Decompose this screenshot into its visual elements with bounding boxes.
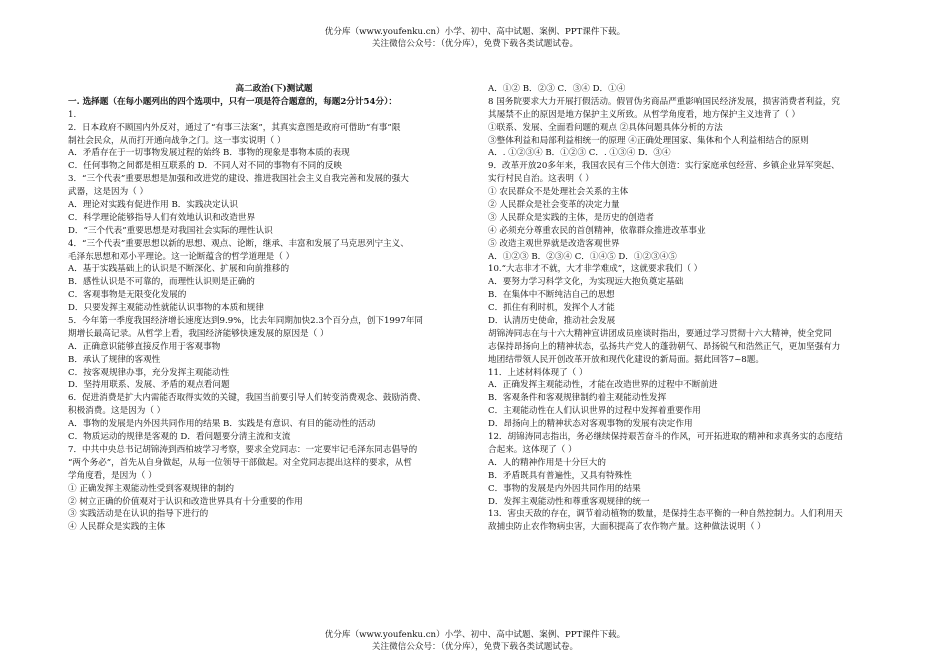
right-column-line: 合起来。这体现了（ ）: [488, 444, 577, 455]
left-column-line: ① 正确发挥主观能动性受到客观规律的制约: [68, 483, 235, 494]
left-column-line: A．事物的发展是内外因共同作用的结果 B．实践是有意识、有目的能动性的活动: [68, 419, 376, 430]
right-column-line: B．在集体中不断纯洁自己的思想: [488, 290, 615, 301]
right-column-line: 12．胡锦涛同志指出，务必继续保持艰苦奋斗的作风，可开拓进取的精神和求真务实的态度结: [488, 432, 843, 443]
right-column-line: ④ 必须充分尊重农民的首创精神，依靠群众推进改革事业: [488, 225, 706, 236]
left-column-line: B．承认了规律的客观性: [68, 354, 161, 365]
left-column-line: C．按客观规律办事，充分发挥主观能动性: [68, 367, 230, 378]
right-column-line: ② 人民群众是社会变革的决定力量: [488, 200, 620, 211]
left-column-line: 7．中共中央总书记胡锦涛到西柏坡学习考察，要求全党同志：一定要牢记毛泽东同志倡导的: [68, 444, 418, 455]
left-column-line: A．矛盾存在于一切事物发展过程的始终 B．事物的现象是事物本质的表现: [68, 148, 350, 159]
page-header: [0, 27, 950, 50]
right-column-line: 9．改革开放20多年来，我国农民有三个伟大创造：实行家庭承包经营、乡镇企业异军突起、: [488, 161, 840, 172]
right-column-line: B．矛盾既具有普遍性，又具有特殊性: [488, 470, 632, 481]
right-column-line: A．①② B．②③ C．③④ D．①④: [488, 84, 626, 94]
right-column-line: B．客观条件和客观规律制约着主观能动性发挥: [488, 393, 667, 404]
right-column-line: C．抓住有利时机，发挥个人才能: [488, 303, 615, 314]
right-column-line: 志保持昂扬向上的精神状态，弘扬共产党人的蓬勃朝气、昂扬锐气和浩然正气，更加坚强有力: [488, 341, 841, 352]
left-column-line: 2．日本政府不顾国内外反对，通过了“有事三法案”，其真实意图是政府可借助“有事”限: [68, 122, 401, 133]
right-column: [488, 83, 888, 534]
right-column-line: 地团结带领人民开创改革开放和现代化建设的新局面。据此回答7~8题。: [488, 354, 764, 365]
left-column: [68, 83, 480, 534]
right-column-line: D．昂扬向上的精神状态对客观事物的发展有决定作用: [488, 419, 693, 430]
left-column-line: A．基于实践基础上的认识是不断深化、扩展和向前推移的: [68, 264, 290, 275]
right-column-line: 实行村民自治。这表明（ ）: [488, 174, 594, 185]
left-column-line: B．感性认识是不可靠的，而理性认识则是正确的: [68, 277, 255, 288]
left-column-line: 1.: [68, 109, 77, 120]
left-column-line: 毛泽东思想和邓小平理论。这一论断蕴含的哲学道理是（ ）: [68, 251, 295, 262]
left-column-line: ④ 人民群众是实践的主体: [68, 522, 166, 533]
left-column-line: 4．“三个代表”重要思想以新的思想、观点、论断，继承、丰富和发展了马克思列宁主义、: [68, 238, 409, 249]
left-column-line: D．坚持用联系、发展、矛盾的观点看问题: [68, 380, 230, 391]
right-column-line: A．①②③ B．②③④ C．①④⑤ D．①②③④⑤: [488, 251, 677, 262]
left-column-line: 学角度看，是因为（ ）: [68, 470, 157, 481]
right-column-line: A．人的精神作用是十分巨大的: [488, 457, 606, 468]
right-column-line: ③ 人民群众是实践的主体，是历史的创造者: [488, 212, 655, 223]
left-column-line: “两个务必”，首先从自身做起，从每一位领导干部做起。对全党同志提出这样的要求，从哲: [68, 457, 412, 468]
right-column-line: 13．害虫天敌的存在，调节着动植物的数量，是保持生态平衡的一种自然控制力。人们利用天: [488, 509, 843, 520]
left-column-line: C．科学理论能够指导人们有效地认识和改造世界: [68, 212, 256, 223]
left-column-line: D．只要发挥主观能动性就能认识事物的本质和规律: [68, 303, 264, 314]
left-column-line: A．正确意识能够直接反作用于客观事物: [68, 341, 221, 352]
right-column-line: 8 国务院要求大力开展打假活动。假冒伪劣商品严重影响国民经济发展，损害消费者利益，究: [488, 96, 840, 107]
left-column-line: 一. 选择题（在每小题列出的四个选项中，只有一项是符合题意的，每题2分计54分）：: [68, 96, 397, 107]
left-column-line: 武器，这是因为（ ）: [68, 187, 149, 198]
right-column-line: 胡锦涛同志在与十六大精神宣讲团成员座谈时指出，要通过学习贯彻十六大精神，使全党同: [488, 328, 832, 339]
footer-line-1: 优分库（www.youfenku.cn）小学、初中、高中试题、案例、PPT课件下载。: [324, 630, 626, 640]
right-column-line: 其屡禁不止的原因是地方保护主义所致。从哲学角度看，地方保护主义违背了（ ）: [488, 109, 801, 120]
right-column-line: A．. ①②③④ B．①②③ C．. ①③④ D．③④: [488, 148, 671, 159]
header-line-2: 关注微信公众号：（优分库），免费下载各类试题试卷。: [371, 38, 579, 49]
left-column-line: 期增长最高记录。从哲学上看，我国经济能够快速发展的原因是（ ）: [68, 328, 329, 339]
left-column-line: C．客观事物是无限变化发展的: [68, 290, 187, 301]
left-column-line: A．理论对实践有促进作用 B．实践决定认识: [68, 200, 238, 211]
left-column-line: 制社会民众，从而打开通向战争之门。这一事实说明（ ）: [68, 135, 286, 146]
right-column-line: 敌捕虫防止农作物病虫害，大面积提高了农作物产量。这种做法说明（ ）: [488, 522, 766, 533]
right-column-line: A．要努力学习科学文化，为实现远大抱负奠定基础: [488, 277, 684, 288]
left-column-line: 积极消费。这是因为（ ）: [68, 406, 166, 417]
left-column-line: ② 树立正确的价值观对于认识和改造世界具有十分重要的作用: [68, 496, 303, 507]
left-column-line: 高二政治(下)测试题: [235, 84, 313, 94]
page-footer: [0, 630, 950, 653]
right-column-line: C．主观能动性在人们认识世界的过程中发挥着重要作用: [488, 406, 701, 417]
right-column-line: 11．上述材料体现了（ ）: [488, 367, 588, 378]
right-column-line: ①联系、发展、全面看问题的观点 ②具体问题具体分析的方法: [488, 122, 723, 133]
header-line-1: 优分库（www.youfenku.cn）小学、初中、高中试题、案例、PPT课件下载。: [324, 27, 626, 37]
left-column-line: D．“三个代表”重要思想是对我国社会实际的理性认识: [68, 225, 273, 236]
left-column-line: 5．今年第一季度我国经济增长速度达到9.9%，比去年同期加快2.3个百分点，创下1997年同: [68, 316, 424, 327]
right-column-line: D．发挥主观能动性和尊重客观规律的统一: [488, 496, 650, 507]
right-column-line: ③整体利益和局部利益相统一的原理 ④正确处理国家、集体和个人利益相结合的原则: [488, 135, 809, 146]
left-column-line: ③ 实践活动是在认识的指导下进行的: [68, 509, 209, 520]
right-column-line: 10.“大志非才不就，大才非学难成”，这就要求我们（ ）: [488, 264, 703, 275]
left-column-line: C．任何事物之间都是相互联系的 D．不同人对不同的事物有不同的反映: [68, 161, 343, 172]
left-column-line: C．物质运动的规律是客观的 D．看问题要分清主流和支流: [68, 432, 291, 443]
footer-line-2: 关注微信公众号：（优分库），免费下载各类试题试卷。: [371, 641, 579, 652]
right-column-line: ① 农民群众不是处理社会关系的主体: [488, 187, 629, 198]
left-column-line: 3．“三个代表”重要思想是加强和改进党的建设、推进我国社会主义自我完善和发展的强大: [68, 174, 409, 185]
right-column-line: A．正确发挥主观能动性，才能在改造世界的过程中不断前进: [488, 380, 718, 391]
right-column-line: D．认清历史使命，推动社会发展: [488, 316, 616, 327]
right-column-line: ⑤ 改造主观世界就是改造客观世界: [488, 238, 620, 249]
left-column-line: 6．促进消费是扩大内需能否取得实效的关键，我国当前要引导人们转变消费观念、鼓励消费、: [68, 393, 426, 404]
right-column-line: C．事物的发展是内外因共同作用的结果: [488, 483, 641, 494]
